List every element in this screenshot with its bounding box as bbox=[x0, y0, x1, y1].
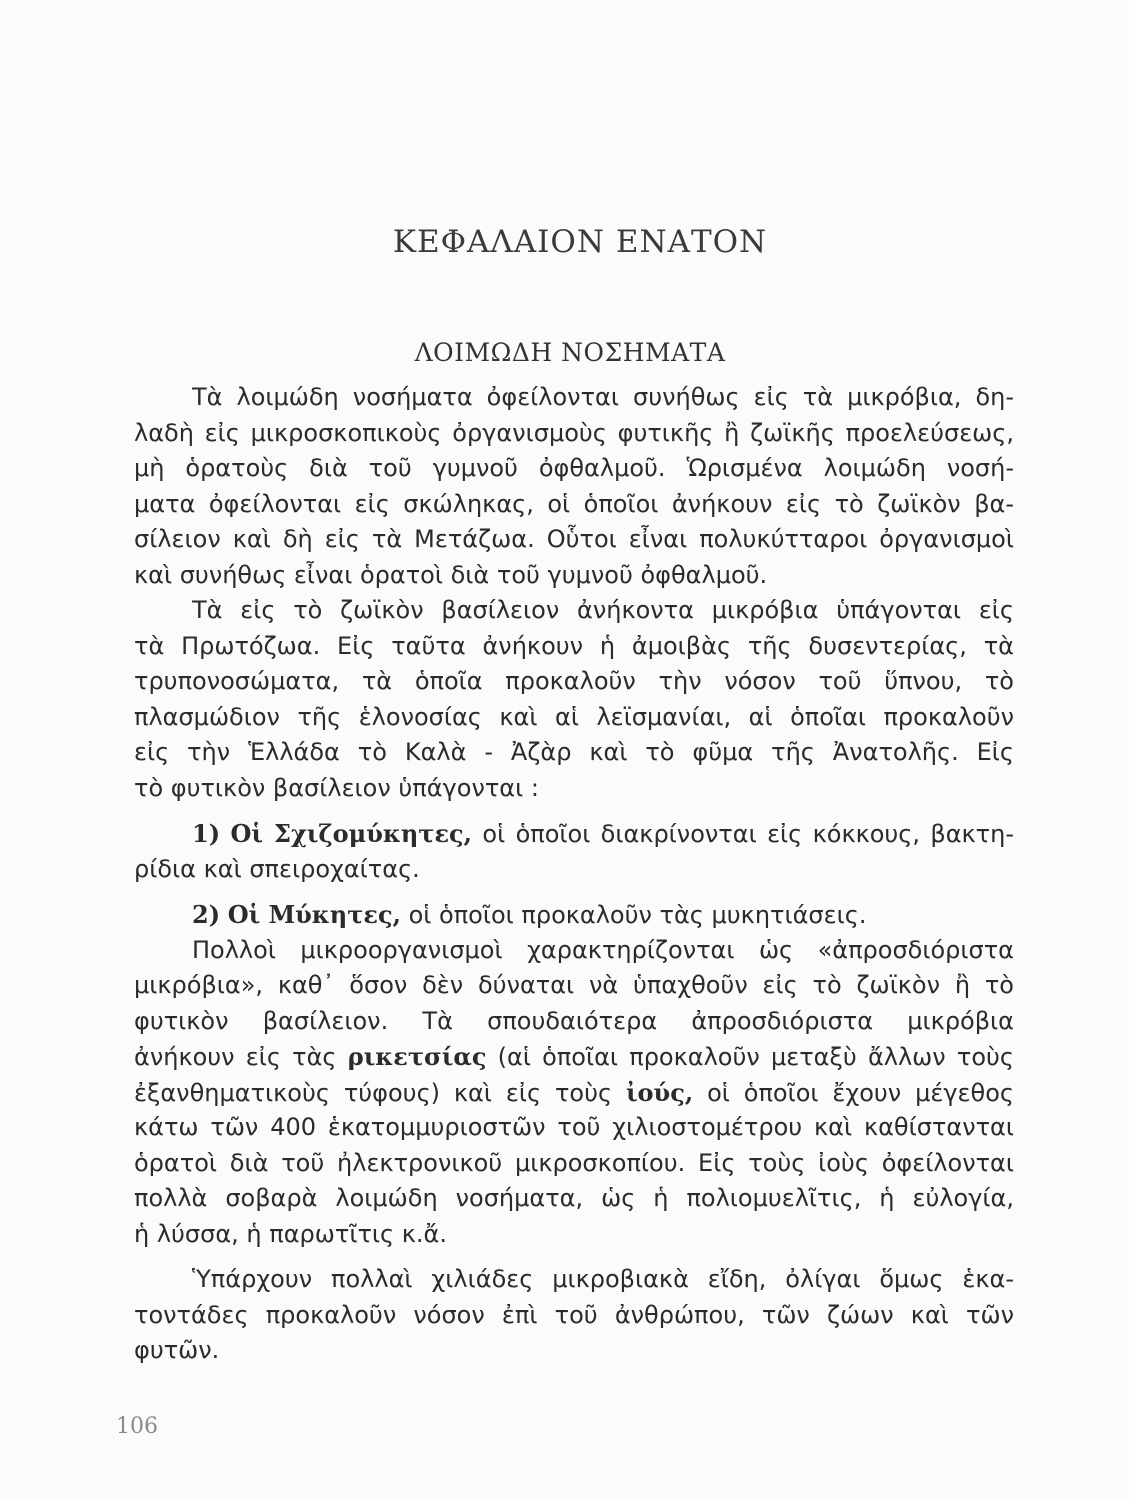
text-line: φυτικὸν βασίλειον. Τὰ σπουδαιότερα ἀπροσδιόριστα μικρόβια bbox=[134, 1006, 1014, 1035]
text-line: εἰς τὴν Ἑλλάδα τὸ Καλὰ - Ἀζὰρ καὶ τὸ φῦμα τῆς Ἀνατολῆς. Εἰς bbox=[134, 738, 1014, 766]
spacer bbox=[134, 1252, 1014, 1262]
text-line: ἀνήκουν εἰς τὰς ρικετσίας (αἱ ὁποῖαι προκαλοῦν μεταξὺ ἄλλων τοὺς bbox=[134, 1042, 1014, 1071]
text-line: καὶ συνήθως εἶναι ὁρατοὶ διὰ τοῦ γυμνοῦ ὀφθαλμοῦ. bbox=[134, 560, 768, 589]
page-number: 106 bbox=[116, 1414, 158, 1439]
paragraph-2 bbox=[134, 593, 1014, 806]
term-viruses: ἰούς, bbox=[625, 1077, 694, 1107]
list-item-2 bbox=[134, 897, 1014, 933]
text-line: σίλειον καὶ δὴ εἰς τὰ Μετάζωα. Οὗτοι εἶναι πολυκύτταροι ὀργανισμοὶ bbox=[134, 525, 1014, 553]
list-item-1 bbox=[134, 816, 1014, 887]
text-line: φυτῶν. bbox=[134, 1336, 220, 1364]
text-line: ρίδια καὶ σπειροχαίτας. bbox=[134, 854, 420, 883]
spacer bbox=[134, 887, 1014, 897]
text-line: Ὑπάρχουν πολλαὶ χιλιάδες μικροβιακὰ εἴδη, ὀλίγαι ὅμως ἑκα- bbox=[192, 1265, 1014, 1293]
text-line: Τὰ εἰς τὸ ζωϊκὸν βασίλειον ἀνήκοντα μικρόβια ὑπάγονται εἰς bbox=[192, 596, 1014, 624]
text-line: ὁρατοὶ διὰ τοῦ ἠλεκτρονικοῦ μικροσκοπίου. Εἰς τοὺς ἰοὺς ὀφείλονται bbox=[134, 1148, 1014, 1177]
chapter-title: ΚΕΦΑΛΑΙΟΝ ΕΝΑΤΟΝ bbox=[392, 224, 768, 260]
item-term: Οἱ Μύκητες, bbox=[227, 900, 401, 929]
text-line: τοντάδες προκαλοῦν νόσον ἐπὶ τοῦ ἀνθρώπου, τῶν ζώων καὶ τῶν bbox=[134, 1300, 1014, 1329]
item-number: 2) bbox=[192, 900, 221, 929]
item-term: Οἱ Σχιζομύκητες, bbox=[230, 819, 473, 848]
text-line: μικρόβια», καθ᾽ ὅσον δὲν δύναται νὰ ὑπαχθοῦν εἰς τὸ ζωϊκὸν ἢ τὸ bbox=[134, 971, 1014, 999]
text-line: Πολλοὶ μικροοργανισμοὶ χαρακτηρίζονται ὡς «ἀπροσδιόριστα bbox=[192, 935, 1014, 964]
item-number: 1) bbox=[192, 819, 221, 848]
text-line: ἡ λύσσα, ἡ παρωτῖτις κ.ἄ. bbox=[134, 1219, 447, 1248]
text-line bbox=[134, 897, 1014, 933]
text-line: ἐξανθηματικοὺς τύφους) καὶ εἰς τοὺς ἰούς, οἱ ὁποῖοι ἔχουν μέγεθος bbox=[134, 1077, 1014, 1107]
text-line: τὰ Πρωτόζωα. Εἰς ταῦτα ἀνήκουν ἡ ἀμοιβὰς τῆς δυσεντερίας, τὰ bbox=[134, 631, 1014, 660]
text-line: λαδὴ εἰς μικροσκοπικοὺς ὀργανισμοὺς φυτικῆς ἢ ζωϊκῆς προελεύσεως, bbox=[134, 418, 1014, 447]
paragraph-3 bbox=[134, 933, 1014, 1253]
paragraph-4 bbox=[134, 1262, 1014, 1369]
text-line: ματα ὀφείλονται εἰς σκώληκας, οἱ ὁποῖοι ἀνήκουν εἰς τὸ ζωϊκὸν βα- bbox=[134, 489, 1014, 518]
item-text: οἱ ὁποῖοι προκαλοῦν τὰς μυκητιάσεις. bbox=[408, 901, 867, 929]
text-line: πλασμώδιον τῆς ἑλονοσίας καὶ αἱ λεϊσμανίαι, αἱ ὁποῖαι προκαλοῦν bbox=[134, 702, 1014, 731]
text-line bbox=[134, 816, 1014, 852]
paragraph-1 bbox=[134, 380, 1014, 593]
text-line: μὴ ὁρατοὺς διὰ τοῦ γυμνοῦ ὀφθαλμοῦ. Ὡρισμένα λοιμώδη νοσή- bbox=[134, 454, 1014, 482]
text-line: κάτω τῶν 400 ἑκατομμυριοστῶν τοῦ χιλιοστομέτρου καὶ καθίστανται bbox=[134, 1113, 1014, 1141]
text-line: Τὰ λοιμώδη νοσήματα ὀφείλονται συνήθως εἰς τὰ μικρόβια, δη- bbox=[192, 383, 1014, 411]
section-title: ΛΟΙΜΩΔΗ ΝΟΣΗΜΑΤΑ bbox=[414, 338, 726, 367]
term-rickettsia: ρικετσίας bbox=[347, 1042, 487, 1071]
text-line: τὸ φυτικὸν βασίλειον ὑπάγονται : bbox=[134, 773, 539, 802]
item-text: οἱ ὁποῖοι διακρίνονται εἰς κόκκους, βακτη- bbox=[482, 820, 1014, 848]
text-line: τρυπονοσώματα, τὰ ὁποῖα προκαλοῦν τὴν νόσον τοῦ ὕπνου, τὸ bbox=[134, 667, 1014, 695]
spacer bbox=[134, 806, 1014, 816]
text-line: πολλὰ σοβαρὰ λοιμώδη νοσήματα, ὡς ἡ πολιομυελῖτις, ἡ εὐλογία, bbox=[134, 1184, 1014, 1212]
body-text bbox=[134, 380, 1014, 1369]
